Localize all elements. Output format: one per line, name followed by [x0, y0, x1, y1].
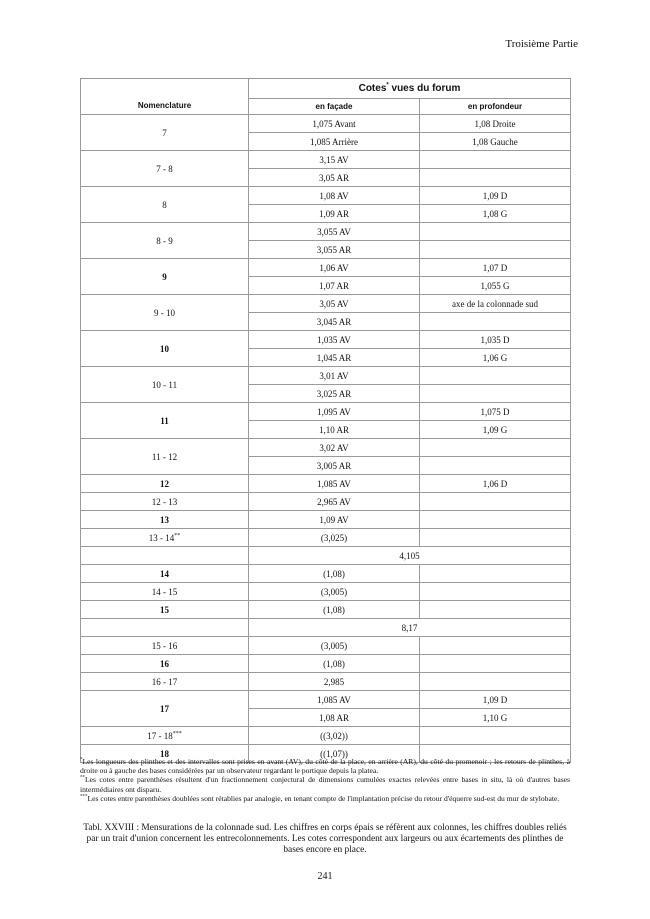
- profondeur-cell: [420, 151, 571, 169]
- group-header-cotes: [249, 79, 571, 99]
- nomenclature-footnote-mark: ***: [172, 730, 182, 737]
- facade-cell: (1,08): [249, 655, 420, 673]
- nomenclature-label: 10: [160, 343, 169, 354]
- table-row: [81, 583, 571, 601]
- profondeur-cell: 1,10 G: [420, 709, 571, 727]
- nomenclature-label: 15: [160, 604, 169, 615]
- nomenclature-label: 17: [160, 703, 169, 714]
- facade-cell: 1,085 AV: [249, 475, 420, 493]
- profondeur-cell: [420, 223, 571, 241]
- profondeur-cell: [420, 385, 571, 403]
- profondeur-cell: 1,055 G: [420, 277, 571, 295]
- facade-cell: (1,08): [249, 601, 420, 619]
- profondeur-cell: axe de la colonnade sud: [420, 295, 571, 313]
- facade-cell: 3,02 AV: [249, 439, 420, 457]
- nomenclature-cell: [81, 367, 249, 403]
- nomenclature-cell: [81, 115, 249, 151]
- footnote-mark: ***: [80, 794, 88, 800]
- facade-cell: 1,09 AV: [249, 511, 420, 529]
- nomenclature-cell: [81, 439, 249, 475]
- footnote-text: Les cotes entre parenthèses doublées sont rétablies par analogie, en tenant compte de l'implantation précise du retour d'équerre sud-est du mur de stylobate.: [87, 793, 560, 803]
- nomenclature-cell: [81, 673, 249, 691]
- facade-cell: 3,01 AV: [249, 367, 420, 385]
- nomenclature-cell: [81, 601, 249, 619]
- profondeur-cell: [420, 637, 571, 655]
- profondeur-cell: [420, 583, 571, 601]
- facade-cell: 1,06 AV: [249, 259, 420, 277]
- facade-cell: 1,045 AR: [249, 349, 420, 367]
- nomenclature-cell: [81, 331, 249, 367]
- table-row: [81, 493, 571, 511]
- nomenclature-footnote-mark: **: [174, 532, 181, 539]
- facade-cell: 1,095 AV: [249, 403, 420, 421]
- nomenclature-label: 14 - 15: [151, 586, 178, 597]
- nomenclature-label: 16: [160, 658, 169, 669]
- table-row: [81, 565, 571, 583]
- profondeur-cell: [420, 313, 571, 331]
- facade-cell: 1,09 AR: [249, 205, 420, 223]
- footnote-1: [80, 757, 570, 775]
- facade-cell: 2,965 AV: [249, 493, 420, 511]
- facade-cell: 2,985: [249, 673, 420, 691]
- table-row-span: [81, 547, 571, 565]
- facade-cell: (3,005): [249, 637, 420, 655]
- profondeur-cell: [420, 241, 571, 259]
- column-header-nomenclature: Nomenclature: [81, 99, 249, 115]
- table-row: [81, 151, 571, 169]
- facade-cell: 3,15 AV: [249, 151, 420, 169]
- nomenclature-label: 8: [162, 199, 167, 210]
- profondeur-cell: [420, 457, 571, 475]
- profondeur-cell: 1,08 G: [420, 205, 571, 223]
- page-number: 241: [317, 871, 333, 882]
- column-header-profondeur: en profondeur: [420, 99, 571, 115]
- facade-cell: 3,055 AR: [249, 241, 420, 259]
- running-header: Troisième Partie: [505, 38, 578, 50]
- footnote-3: [80, 794, 570, 803]
- table-corner-cell: [81, 79, 249, 99]
- nomenclature-cell: [81, 259, 249, 295]
- facade-cell: 3,025 AR: [249, 385, 420, 403]
- facade-cell: 3,05 AV: [249, 295, 420, 313]
- footnote-mark: *: [80, 757, 83, 763]
- profondeur-cell: [420, 565, 571, 583]
- nomenclature-label: 8 - 9: [156, 235, 173, 246]
- nomenclature-cell: [81, 493, 249, 511]
- profondeur-cell: [420, 367, 571, 385]
- nomenclature-label: 18: [160, 748, 169, 759]
- nomenclature-label: 7: [162, 127, 167, 138]
- table-row: [81, 187, 571, 205]
- table-row: [81, 475, 571, 493]
- table-row: [81, 367, 571, 385]
- profondeur-cell: 1,06 G: [420, 349, 571, 367]
- profondeur-cell: 1,09 D: [420, 691, 571, 709]
- nomenclature-label: 11 - 12: [151, 451, 178, 462]
- span-empty-cell: [81, 547, 249, 565]
- facade-cell: 3,005 AR: [249, 457, 420, 475]
- group-title-footnote-mark: *: [386, 82, 389, 89]
- nomenclature-label: 9: [162, 271, 167, 282]
- table-row: [81, 115, 571, 133]
- profondeur-cell: [420, 673, 571, 691]
- profondeur-cell: 1,075 D: [420, 403, 571, 421]
- profondeur-cell: [420, 727, 571, 745]
- nomenclature-cell: [81, 151, 249, 187]
- profondeur-cell: 1,035 D: [420, 331, 571, 349]
- facade-cell: 1,035 AV: [249, 331, 420, 349]
- profondeur-cell: 1,08 Gauche: [420, 133, 571, 151]
- facade-cell: (3,005): [249, 583, 420, 601]
- nomenclature-cell: [81, 637, 249, 655]
- table-row: [81, 511, 571, 529]
- nomenclature-label: 15 - 16: [151, 640, 178, 651]
- span-empty-cell: [81, 619, 249, 637]
- profondeur-cell: [420, 655, 571, 673]
- profondeur-cell: 1,09 G: [420, 421, 571, 439]
- group-title-text: Cotes: [358, 82, 387, 94]
- table-row: [81, 259, 571, 277]
- footnote-2: [80, 775, 570, 793]
- nomenclature-cell: [81, 655, 249, 673]
- table-row: [81, 439, 571, 457]
- nomenclature-label: 17 - 18: [147, 730, 173, 741]
- profondeur-cell: [420, 169, 571, 187]
- footnote-text: Les longueurs des plinthes et des intervalles sont prises en avant (AV), du côté de la place, en arrière (AR), du côté du promenoir ; les retours de plinthes, à droite ou à gauche des bases considérées par un observateur regardant le portique depuis la platea.: [80, 757, 570, 776]
- nomenclature-label: 12: [160, 478, 169, 489]
- nomenclature-label: 9 - 10: [154, 307, 175, 318]
- nomenclature-label: 7 - 8: [156, 163, 173, 174]
- table-row: [81, 673, 571, 691]
- nomenclature-cell: [81, 691, 249, 727]
- table-row-span: [81, 619, 571, 637]
- cumulative-value-cell: 8,17: [249, 619, 571, 637]
- nomenclature-cell: [81, 223, 249, 259]
- group-title-rest: vues du forum: [388, 82, 461, 94]
- nomenclature-cell: [81, 295, 249, 331]
- facade-cell: (3,025): [249, 529, 420, 547]
- cumulative-value-cell: 4,105: [249, 547, 571, 565]
- facade-cell: 1,08 AR: [249, 709, 420, 727]
- facade-cell: ((1,07)): [249, 745, 420, 763]
- footnote-text: Les cotes entre parenthèses résultent d'un fractionnement conjectural de dimensions cumulées exactes relevées entre bases in situ, là où d'autres bases intermédiaires ont disparu.: [80, 775, 570, 794]
- profondeur-cell: 1,06 D: [420, 475, 571, 493]
- profondeur-cell: [420, 511, 571, 529]
- table-group-header-row: [81, 79, 571, 99]
- nomenclature-cell: [81, 583, 249, 601]
- facade-cell: 1,10 AR: [249, 421, 420, 439]
- profondeur-cell: [420, 493, 571, 511]
- table-row: [81, 403, 571, 421]
- profondeur-cell: [420, 439, 571, 457]
- column-header-facade: en façade: [249, 99, 420, 115]
- table-row: [81, 331, 571, 349]
- facade-cell: 3,05 AR: [249, 169, 420, 187]
- nomenclature-cell: [81, 475, 249, 493]
- profondeur-cell: 1,07 D: [420, 259, 571, 277]
- profondeur-cell: 1,09 D: [420, 187, 571, 205]
- nomenclature-label: 13 - 14: [148, 532, 175, 543]
- table-row: [81, 655, 571, 673]
- facade-cell: 1,075 Avant: [249, 115, 420, 133]
- table-row: [81, 295, 571, 313]
- facade-cell: (1,08): [249, 565, 420, 583]
- table-row: [81, 727, 571, 745]
- table-column-header-row: [81, 99, 571, 115]
- table-row: [81, 223, 571, 241]
- profondeur-cell: [420, 529, 571, 547]
- footnote-mark: **: [80, 775, 85, 781]
- table-row: [81, 529, 571, 547]
- nomenclature-label: 11: [160, 415, 169, 426]
- nomenclature-cell: [81, 565, 249, 583]
- nomenclature-cell: [81, 529, 249, 547]
- facade-cell: 1,085 Arrière: [249, 133, 420, 151]
- table-row: [81, 691, 571, 709]
- nomenclature-label: 12 - 13: [151, 496, 178, 507]
- table-row: [81, 637, 571, 655]
- facade-cell: 3,055 AV: [249, 223, 420, 241]
- nomenclature-cell: [81, 511, 249, 529]
- nomenclature-label: 13: [160, 514, 169, 525]
- facade-cell: 3,045 AR: [249, 313, 420, 331]
- nomenclature-label: 10 - 11: [151, 379, 178, 390]
- profondeur-cell: [420, 601, 571, 619]
- nomenclature-cell: [81, 187, 249, 223]
- nomenclature-label: 16 - 17: [151, 676, 178, 687]
- facade-cell: ((3,02)): [249, 727, 420, 745]
- footnotes: [80, 757, 570, 803]
- table-caption: Tabl. XXVIII : Mensurations de la colonnade sud. Les chiffres en corps épais se réfèrent aux colonnes, les chiffres doubles reliés par un trait d'union concernent les entrecolonnements. Les cotes correspondent aux largeurs ou aux écartements des plinthes de bases encore en place.: [83, 823, 567, 856]
- table-row: [81, 601, 571, 619]
- profondeur-cell: 1,08 Droite: [420, 115, 571, 133]
- facade-cell: 1,07 AR: [249, 277, 420, 295]
- nomenclature-cell: [81, 727, 249, 745]
- facade-cell: 1,085 AV: [249, 691, 420, 709]
- nomenclature-cell: [81, 403, 249, 439]
- nomenclature-label: 14: [160, 568, 169, 579]
- measurements-table: [80, 78, 571, 763]
- facade-cell: 1,08 AV: [249, 187, 420, 205]
